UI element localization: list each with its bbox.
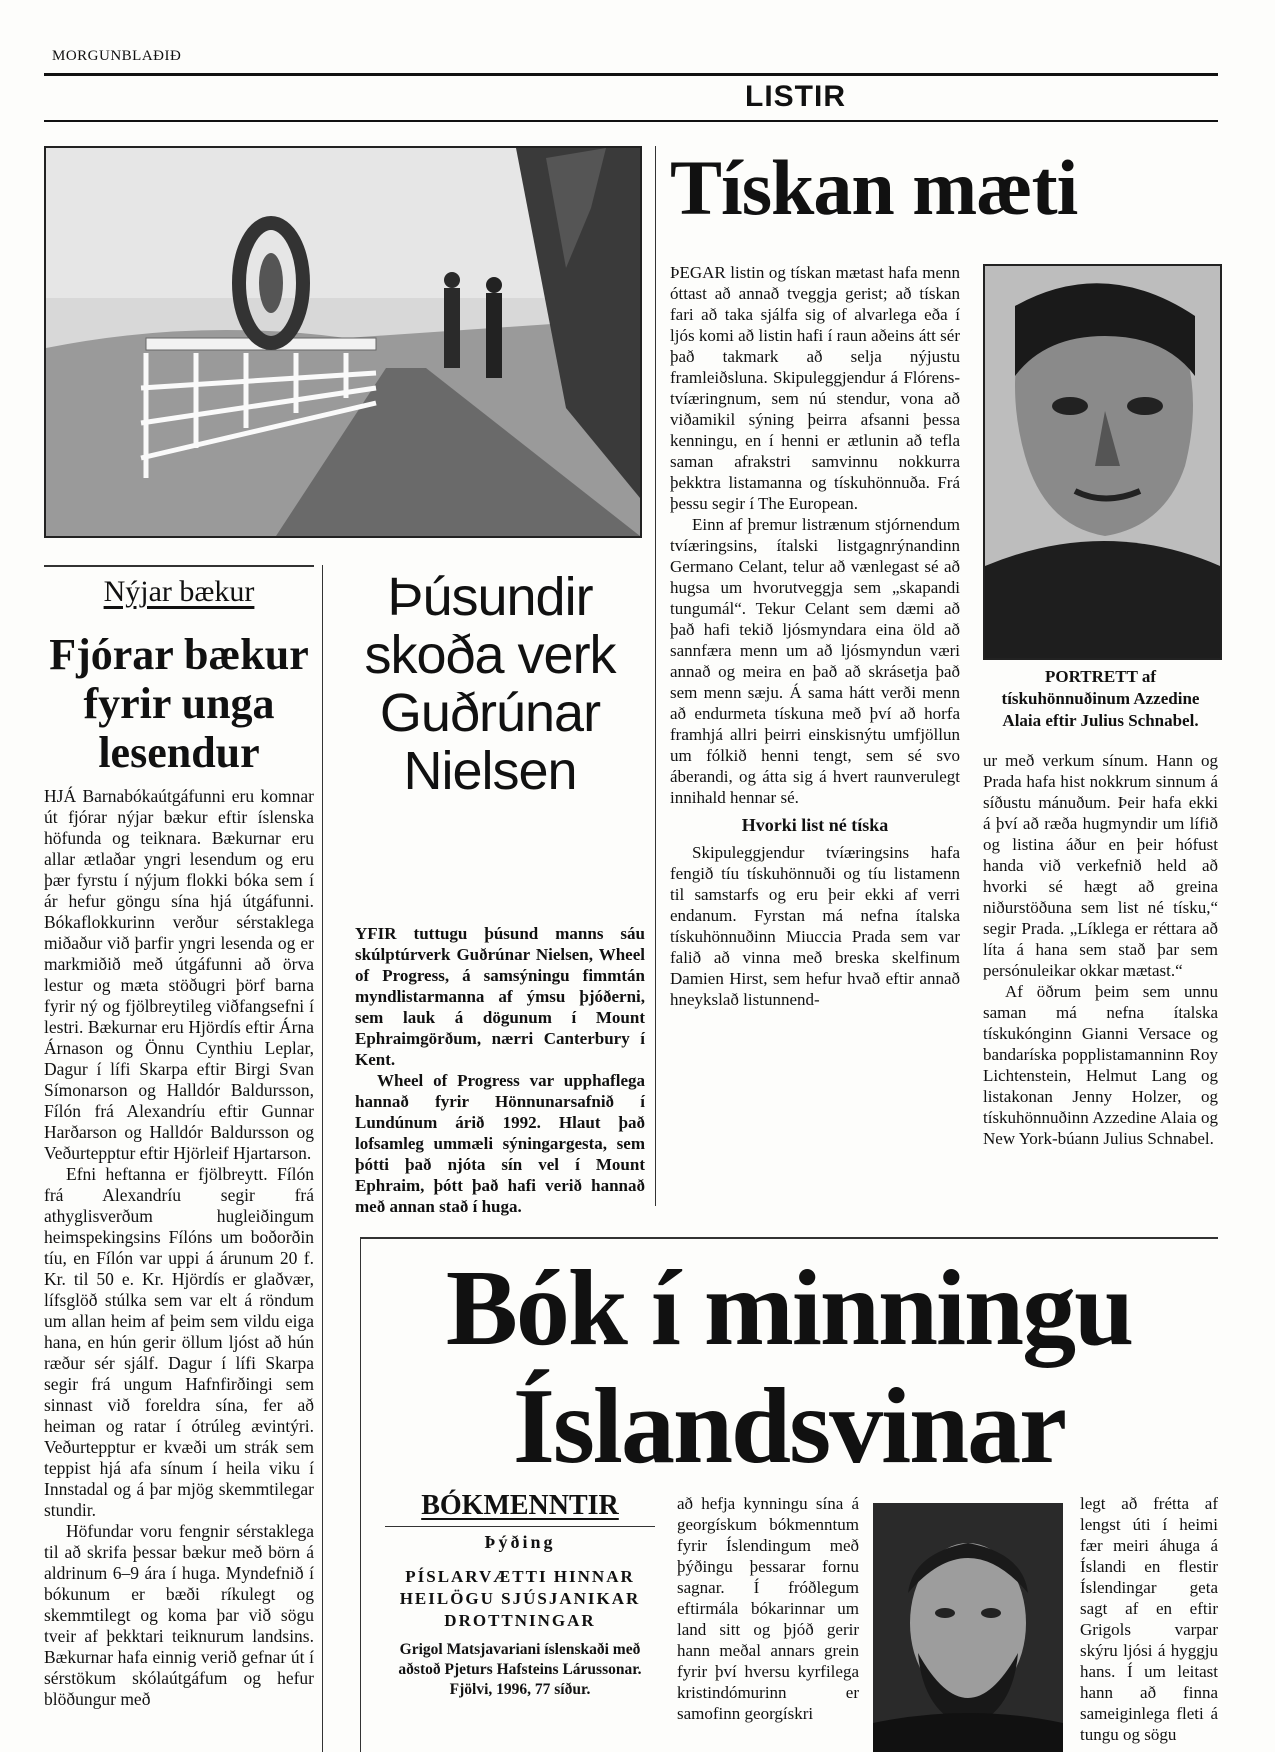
nyjar-baekur-body (44, 786, 314, 1710)
tiskan-subhead: Hvorki list né tíska (741, 815, 889, 835)
section-title: LISTIR (745, 80, 846, 113)
paragraph: Einn af þremur listrænum stjórnendum tvíæringsins, ítalski listgagnrýnandinn Germano Celant, telur að vænlegast sé að hugsa um hvorutveggja sem „skapandi tungumál“. Tekur Celant sem dæmi að það hafi tekið ljósmyndara eina öld að sannfæra menn um að ljósmyndun væri annað og meira en það að skrásetja það sem menn sæju. Á sama hátt verði menn að endurmeta tískuna með því að horfa framhjá allri þeirri einskisnýtu umfjöllun um fólkið henni tengt, sem sé svo áberandi, og átta sig á hvert raunverulegt innihald hennar sé. (670, 515, 960, 807)
bok-subkicker: Þýðing (484, 1532, 556, 1552)
nyjar-baekur-kicker: Nýjar bækur (103, 575, 255, 608)
paragraph: legt að frétta af lengst úti í heimi fær meiri áhuga á Íslandi en flestir Íslendingar geta sagt af en eftir Grigols varpar skýru ljósi á hyggju hans. Í um leitast hann að finna sameiginlega fleti á tungu og sögu (1080, 1494, 1218, 1744)
paragraph: Wheel of Progress var upphaflega hannað fyrir Hönnunarsafnið í Lundúnum árið 1992. Hlaut það lofsamleg ummæli sýningargesta, sem þótti það njóta sín vel í Mount Ephraim, þótt það hafi verið hannað með annan stað í huga. (355, 1071, 645, 1216)
author-photo (873, 1503, 1063, 1752)
article-rule (360, 1237, 1218, 1239)
paragraph: HJÁ Barnabókaútgáfunni eru komnar út fjórar nýjar bækur eftir íslenska höfunda og teiknara. Bækurnar eru allar ætlaðar yngri lesendum og eru þær fyrstu í nýjum flokki bóka sem í ár hefur göngu sína hjá útgáfunni. Bókaflokkurinn verður sérstaklega miðaður við þarfir yngri lesenda og er markmiðið með útgáfunni að örva lestur og mæta stöðugri þörf barna fyrir ný og fjölbreytileg viðfangsefni í lestri. Bækurnar eru Hjördís eftir Árna Árnason og Önnu Cynthiu Leplar, Dagur í lífi Skarpa eftir Birgi Svan Símonarson og Halldór Baldursson, Fílón frá Alexandríu eftir Gunnar Harðarson og Halldór Baldursson og Veðurtepptur eftir Hjörleif Hjartarson. (44, 786, 314, 1163)
portrait-photo (983, 264, 1222, 660)
column-divider (655, 146, 656, 1206)
paragraph: Af öðrum þeim sem unnu saman má nefna ítalska tískukónginn Gianni Versace og bandaríska popplistamanninn Roy Lichtenstein, Helmut Lang og listakonan Jenny Holzer, og tískuhönnuðinn Azzedine Alaia og New York-búann Julius Schnabel. (983, 982, 1218, 1148)
nyjar-baekur-headline: Fjórar bækur fyrir unga lesendur (49, 630, 309, 777)
top-rule (44, 73, 1218, 76)
bok-kicker: BÓKMENNTIR (421, 1490, 619, 1521)
thusundir-body (355, 923, 645, 1217)
paragraph: að hefja kynningu sína á georgískum bókmenntum fyrir Íslendingum með þýðingu þessarar fornu sagnar. Í fróðlegum eftirmála bókarinnar um land sitt og þjóð gerir hann meðal annars grein fyrir því hversu kyrfilega kristindómurinn er samofinn georgískri (677, 1494, 859, 1723)
portrait-caption: PORTRETT af tískuhönnuðinum Azzedine Alaia eftir Julius Schnabel. (1001, 667, 1200, 730)
lead-paragraph: YFIR tuttugu þúsund manns sáu skúlptúrverk Guðrúnar Nielsen, Wheel of Progress, á samsýningu fimmtán myndlistarmanna af ýmsu þjóðerni, sem lauk á dögunum í Mount Ephraimgörðum, nærri Canterbury í Kent. (355, 924, 645, 1069)
column-divider (322, 565, 323, 1752)
paragraph: Efni heftanna er fjölbreytt. Fílón frá Alexandríu segir frá athyglisverðum hugleiðingum heimspekingsins Fílóns um boðorðin tíu, en Fílón var uppi á árunum 20 f. Kr. til 50 e. Kr. Hjördís er glaðvær, lífsglöð stúlka sem var elt á röndum um allan heim af þeim sem vildu eiga hana, en hún gerir öllum ljóst að hún ræður sér sjálf. Dagur í lífi Skarpa segir frá ungum Hafnfirðingi sem sinnast við foreldra sína, fer að heiman og ratar í ótrúleg ævintýri. Veðurtepptur er kvæði um strák sem teppist hjá afa sínum í heila viku í Innstadal og á þar mjög skemmtilegar stundir. (44, 1164, 314, 1520)
article-rule (44, 565, 314, 567)
tiskan-body-col2 (983, 750, 1218, 1200)
book-title: PÍSLARVÆTTI HINNAR HEILÖGU SJÚSJANIKAR DROTTNINGAR (399, 1567, 641, 1630)
book-credits: Grigol Matsjavariani íslenskaði með aðstoð Pjeturs Hafsteins Lárussonar. Fjölvi, 1996, 77 síður. (398, 1641, 642, 1698)
tiskan-body-col1 (670, 262, 960, 1010)
paragraph: ur með verkum sínum. Hann og Prada hafa hist nokkrum sinnum á síðustu mánuðum. Þeir hafa ekki á því að ræða hugmyndir um lífið og listina áður en þeir hófust handa við verkefnið held að hvorki sé hægt að greina niðurstöðuna sem list né tísku,“ segir Prada. „Líklega er réttara að líta á hana sem stað þar sem persónuleikar okkar mætast.“ (983, 751, 1218, 980)
bok-body-col2 (1080, 1493, 1218, 1752)
paragraph: ÞEGAR listin og tískan mætast hafa menn óttast að annað tveggja gerist; að tískan fari að taka sjálfa sig of alvarlega eða í ljós komi að listin hafi í raun aðeins átt sér það takmark að selja nýjustu framleiðsluna. Skipuleggjendur á Flórens-tvíæringnum, sem nú stendur, vona að viðamikil sýning þeirra afsanni þessa kenningu, en í henni er ætlunin að tefla saman afrakstri samvinnu nokkurra þekktra listamanna og tískuhönnuða. Frá þessu segir í The European. (670, 263, 960, 513)
thusundir-headline: Þúsundir skoða verk Guðrúnar Nielsen (364, 567, 616, 801)
section-rule (44, 120, 1218, 122)
bok-body-col1 (677, 1493, 859, 1752)
paragraph: Skipuleggjendur tvíæringsins hafa fengið tíu tískuhönnuði og tíu listamenn til samstarfs og eru þeir ekki af verri endanum. Fyrstan má nefna ítalska tískuhönnuðinn Miuccia Prada sem var falið að vinna með breska skelfinum Damien Hirst, sem hefur hvað eftir annað hneykslað listunnend- (670, 843, 960, 1009)
wheel-of-progress-photo (44, 146, 642, 538)
masthead: MORGUNBLAÐIÐ (52, 48, 182, 64)
kicker-rule (385, 1526, 655, 1527)
tiskan-headline: Tískan mæti (670, 144, 1078, 231)
bok-headline: Bók í minningu Íslandsvinar (445, 1249, 1133, 1486)
paragraph: Höfundar voru fengnir sérstaklega til að skrifa þessar bækur með börn á aldrinum 6–9 ára í huga. Myndefnið í bókunum er bæði ríkulegt og skemmtilegt og koma þar við sögu tveir af þekktari teiknurum landsins. Bækurnar hafa einnig verið gefnar út í sérstökum skólaútgáfum og hefur blöðungur með (44, 1521, 314, 1709)
